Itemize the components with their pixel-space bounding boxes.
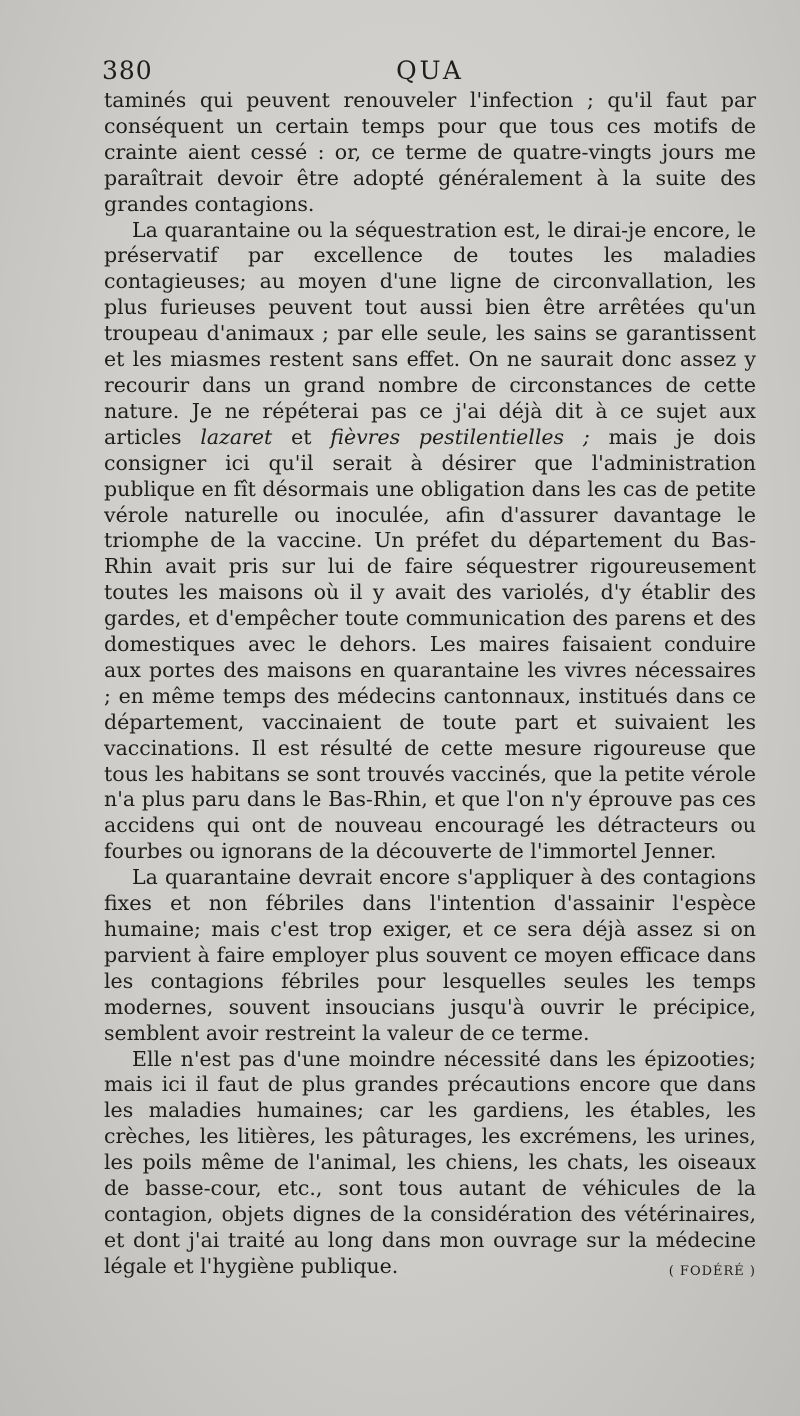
page-number: 380 [102,56,153,85]
body-text [104,88,756,1285]
term-fievres-pestilentielles: fièvres pestilentielles ; [330,424,590,449]
paragraph-2-part-a: La quarantaine ou la séquestration est, le dirai-je encore, le préservatif par excellence de toutes les maladies contagieuses; au moyen d'une ligne de circonvallation, les plus furieuses peuvent tout aussi bien être arrêtées qu'un troupeau d'animaux ; par elle seule, les sains se garantissent et les miasmes restent sans effet. On ne saurait donc assez y recourir dans un grand nombre de circonstances de cette nature. Je ne répéterai pas ce j'ai déjà dit à ce sujet aux articles [104,217,756,449]
running-head: QUA [396,56,464,85]
paragraph-4 [104,1047,756,1280]
paragraph-3: La quarantaine devrait encore s'appliquer à des contagions fixes et non fébriles dans l'intention d'assainir l'espèce humaine; mais c'est trop exiger, et ce sera déjà assez si on parvient à faire employer plus souvent ce moyen efficace dans les contagions fébriles pour lesquelles seules les temps modernes, souvent insoucians jusqu'à ouvrir le précipice, semblent avoir restreint la valeur de ce terme. [104,865,756,1045]
paragraph-2-part-c: mais je dois consigner ici qu'il serait à désirer que l'administration publique en fît désormais une obligation dans les cas de petite vérole naturelle ou inoculée, afin d'assurer davantage le triomphe de la vaccine. Un préfet du département du Bas-Rhin avait pris sur lui de faire séquestrer rigoureusement toutes les maisons où il y avait des variolés, d'y établir des gardes, et d'empêcher toute communication des parens et des domestiques avec le dehors. Les maires faisaient conduire aux portes des maisons en quarantaine les vivres nécessaires ; en même temps des médecins cantonnaux, institués dans ce département, vaccinaient de toute part et suivaient les vaccinations. Il est résulté de cette mesure rigoureuse que tous les habitans se sont trouvés vaccinés, que la petite vérole n'a plus paru dans le Bas-Rhin, et que l'on n'y éprouve pas ces accidens qui ont de nouveau encouragé les détracteurs ou fourbes ou ignorans de la découverte de l'immortel Jenner. [104,424,756,864]
page-header [100,56,760,90]
author-signature: ( FODÉRÉ ) [668,1263,756,1279]
paragraph-4-text: Elle n'est pas d'une moindre nécessité dans les épizooties; mais ici il faut de plus grandes précautions encore que dans les maladies humaines; car les gardiens, les étables, les crèches, les litières, les pâturages, les excrémens, les urines, les poils même de l'animal, les chiens, les chats, les oiseaux de basse-cour, etc., sont tous autant de véhicules de la contagion, objets dignes de la considération des vétérinaires, et dont j'ai traité au long dans mon ouvrage sur la médecine légale et l'hygiène publique. [104,1046,756,1278]
term-lazaret: lazaret [200,424,273,449]
paragraph-1: taminés qui peuvent renouveler l'infection ; qu'il faut par conséquent un certain temps pour que tous ces motifs de crainte aient cessé : or, ce terme de quatre-vingts jours me paraîtrait devoir être adopté généralement à la suite des grandes contagions. [104,88,756,216]
paragraph-2-part-b: et [272,424,331,449]
paragraph-2 [104,218,756,866]
